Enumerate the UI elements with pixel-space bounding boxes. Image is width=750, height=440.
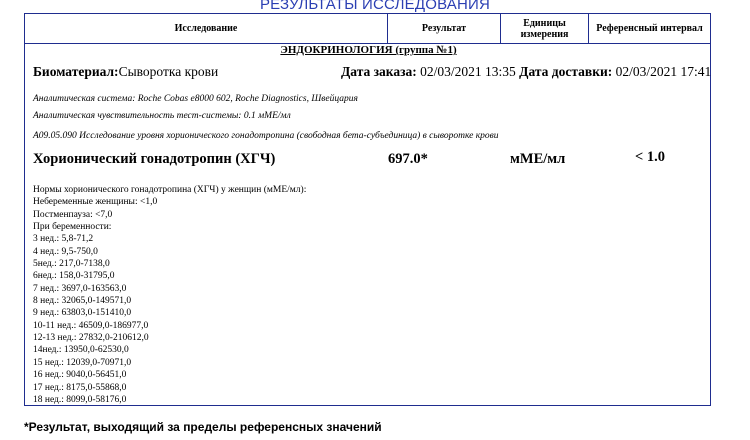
- header-reference: Референсный интервал: [596, 23, 703, 34]
- header-study: Исследование: [25, 14, 388, 43]
- biomaterial-label: Биоматериал:: [33, 64, 119, 79]
- page-title: РЕЗУЛЬТАТЫ ИССЛЕДОВАНИЯ: [259, 0, 491, 13]
- norm-line: 7 нед.: 3697,0-163563,0: [33, 283, 127, 294]
- header-units-line1: Единицы: [523, 17, 566, 29]
- dates: [341, 64, 711, 80]
- norm-line: Постменпауза: <7,0: [33, 209, 113, 220]
- norm-line: 5нед.: 217,0-7138,0: [33, 259, 110, 270]
- norm-line: 9 нед.: 63803,0-151410,0: [33, 308, 132, 319]
- test-result: 697.0*: [388, 151, 428, 167]
- report-frame: [24, 13, 711, 406]
- test-unit: мМЕ/мл: [510, 151, 566, 167]
- analytic-system: Аналитическая система: Roche Cobas e8000 602, Roche Diagnostics, Швейцария: [33, 94, 358, 104]
- header-result: Результат: [388, 14, 501, 43]
- norm-line: Небеременные женщины: <1,0: [33, 197, 158, 208]
- study-code: A09.05.090 Исследование уровня хорионического гонадотропина (свободная бета-субъединица) в сыворотке крови: [33, 131, 499, 141]
- norm-line: 16 нед.: 9040,0-56451,0: [33, 370, 127, 381]
- delivery-date-label: Дата доставки:: [519, 64, 613, 79]
- norm-line: 18 нед.: 8099,0-58176,0: [33, 394, 127, 405]
- norm-line: 10-11 нед.: 46509,0-186977,0: [33, 320, 149, 331]
- norm-line: Нормы хорионического гонадотропина (ХГЧ) у женщин (мМЕ/мл):: [33, 185, 307, 195]
- biomaterial-value: Сыворотка крови: [118, 64, 219, 79]
- footnote: *Результат, выходящий за пределы референсных значений: [24, 420, 382, 434]
- norm-line: 8 нед.: 32065,0-149571,0: [33, 296, 132, 307]
- biomaterial: [33, 64, 218, 80]
- header-units: [501, 14, 589, 43]
- table-header: [25, 14, 710, 44]
- norm-line: 4 нед.: 9,5-750,0: [33, 246, 98, 257]
- delivery-date-value: 02/03/2021 17:41: [615, 64, 712, 79]
- norm-line: 14нед.: 13950,0-62530,0: [33, 345, 129, 356]
- norm-line: 6нед.: 158,0-31795,0: [33, 271, 115, 282]
- norm-line: 12-13 нед.: 27832,0-210612,0: [33, 333, 149, 344]
- test-name: Хорионический гонадотропин (ХГЧ): [33, 151, 276, 167]
- sensitivity: Аналитическая чувствительность тест-системы: 0.1 мМЕ/мл: [33, 111, 291, 121]
- norm-line: 15 нед.: 12039,0-70971,0: [33, 357, 132, 368]
- norm-line: 3 нед.: 5,8-71,2: [33, 234, 94, 245]
- test-reference: < 1.0: [635, 149, 666, 165]
- norms-list: [33, 184, 306, 406]
- order-date-label: Дата заказа:: [341, 64, 417, 79]
- norm-line: При беременности:: [33, 222, 112, 233]
- header-units-line2: измерения: [520, 28, 569, 40]
- section-title: ЭНДОКРИНОЛОГИЯ (группа №1): [280, 44, 457, 56]
- order-date-value: 02/03/2021 13:35: [420, 64, 516, 79]
- norm-line: 17 нед.: 8175,0-55868,0: [33, 382, 127, 393]
